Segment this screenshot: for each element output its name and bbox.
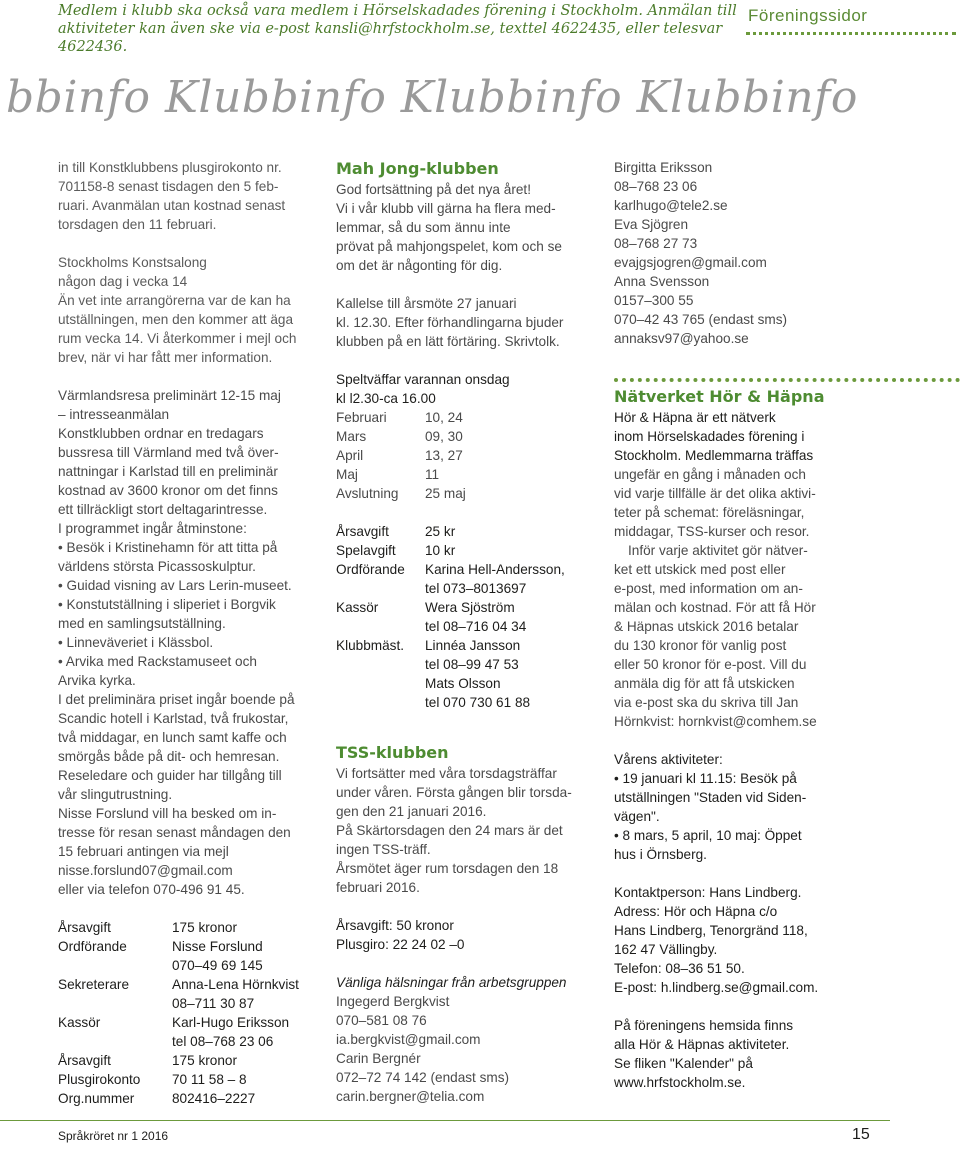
text-line: Vi fortsätter med våra torsdagsträffar — [336, 766, 557, 781]
text-line: Kontaktperson: Hans Lindberg. — [614, 885, 802, 900]
table-row: Sekreterare Anna-Lena Hörnkvist — [58, 977, 299, 992]
text-line: teter på schemat: föreläsningar, — [614, 505, 805, 520]
text-line: Inför varje aktivitet gör nätver- — [628, 543, 808, 558]
text-line: ia.bergkvist@gmail.com — [336, 1032, 481, 1047]
tss-greeting: Vänliga hälsningar från arbetsgruppen — [336, 975, 567, 990]
text-line: Carin Bergnér — [336, 1051, 421, 1066]
text-line: februari 2016. — [336, 880, 420, 895]
table-row: Avslutning 25 maj — [336, 486, 466, 501]
spring-activities-heading: Vårens aktiviteter: — [614, 752, 723, 767]
table-row: Årsavgift 175 kronor — [58, 920, 237, 935]
text-line: E-post: h.lindberg.se@gmail.com. — [614, 980, 819, 995]
table-row: Klubbmäst. Linnéa Jansson — [336, 638, 521, 653]
konst-fee-table — [58, 918, 320, 1108]
table-row: tel 08–99 47 53 — [425, 657, 519, 672]
text-line: • Guidad visning av Lars Lerin-museet. — [58, 578, 292, 593]
text-line: vid varje tillfälle är det olika aktivi- — [614, 486, 816, 501]
text-line: Hörnkvist: hornkvist@comhem.se — [614, 714, 817, 729]
text-line: Anna Svensson — [614, 274, 710, 289]
text-line: 070–42 43 765 (endast sms) — [614, 312, 788, 327]
text-line: 162 47 Vällingby. — [614, 942, 718, 957]
text-line: ingen TSS-träff. — [336, 842, 431, 857]
hor-hapna-web — [614, 1016, 860, 1092]
text-line: – intresseanmälan — [58, 407, 170, 422]
text-line: ett tillräckligt stort deltagarintresse. — [58, 502, 268, 517]
text-line: gen den 21 januari 2016. — [336, 804, 487, 819]
column-contacts-continued — [614, 158, 864, 348]
page-number: 15 — [852, 1126, 870, 1143]
text-line: torsdagen den 11 februari. — [58, 217, 217, 232]
page-banner: bbinfo Klubbinfo Klubbinfo Klubbinfo — [6, 72, 858, 123]
text-line: rum vecka 14. Vi återkommer i mejl och — [58, 331, 297, 346]
table-row: April 13, 27 — [336, 448, 463, 463]
text-line: & Häpnas utskick 2016 betalar — [614, 619, 799, 634]
text-line: någon dag i vecka 14 — [58, 274, 188, 289]
section-dotted-rule — [746, 32, 956, 39]
footer-issue: Språkröret nr 1 2016 — [58, 1129, 169, 1143]
text-line: Årsavgift: 50 kronor — [336, 918, 454, 933]
text-line: • Linneväveriet i Klässbol. — [58, 635, 214, 650]
column-konstklubben — [58, 158, 320, 1108]
kallelse-arsmote — [336, 294, 598, 351]
text-line: om det är någonting för dig. — [336, 258, 503, 273]
text-line: tresse för resan senast måndagen den — [58, 825, 291, 840]
text-line: • Besök i Kristinehamn för att titta på — [58, 540, 278, 555]
text-line: eller via telefon 070-496 91 45. — [58, 882, 245, 897]
text-line: Eva Sjögren — [614, 217, 689, 232]
table-row: tel 08–716 04 34 — [425, 619, 527, 634]
text-line: evajgsjogren@gmail.com — [614, 255, 767, 270]
text-line: två middagar, en lunch samt kaffe och — [58, 730, 287, 745]
text-line: Arvika kyrka. — [58, 673, 136, 688]
text-line: På Skärtorsdagen den 24 mars är det — [336, 823, 563, 838]
text-line: e-post, med information om an- — [614, 581, 803, 596]
text-line: Än vet inte arrangörerna var de kan ha — [58, 293, 291, 308]
spring-activities — [614, 769, 860, 864]
text-line: Scandic hotell i Karlstad, två frukostar, — [58, 711, 289, 726]
text-line: vår slingutrustning. — [58, 787, 173, 802]
text-line: Adress: Hör och Häpna c/o — [614, 904, 778, 919]
text-line: Stockholm. Medlemmarna träffas — [614, 448, 814, 463]
table-row: Mars 09, 30 — [336, 429, 463, 444]
text-line: kl l2.30-ca 16.00 — [336, 391, 436, 406]
text-line: utställningen, men den kommer att äga — [58, 312, 294, 327]
text-line: utställningen "Staden vid Siden- — [614, 790, 807, 805]
text-line: karlhugo@tele2.se — [614, 198, 728, 213]
text-line: via e-post ska du skriva till Jan — [614, 695, 799, 710]
text-line: Värmlandsresa preliminärt 12-15 maj — [58, 388, 281, 403]
hor-hapna-anmalan — [614, 541, 860, 731]
text-line: 0157–300 55 — [614, 293, 694, 308]
text-line: • Konstutställning i sliperiet i Borgvik — [58, 597, 276, 612]
text-line: I programmet ingår åtminstone: — [58, 521, 247, 536]
mahjong-intro — [336, 180, 598, 275]
tss-intro — [336, 764, 598, 897]
text-line: hus i Örnsberg. — [614, 847, 707, 862]
text-line: Konstklubben ordnar en tredagars — [58, 426, 264, 441]
text-line: brev, när vi har fått mer information. — [58, 350, 273, 365]
table-row: tel 070 730 61 88 — [425, 695, 531, 710]
table-row: Februari 10, 24 — [336, 410, 463, 425]
text-line: 08–768 23 06 — [614, 179, 698, 194]
table-row: tel 073–8013697 — [425, 581, 527, 596]
mahjong-fee-table — [336, 522, 598, 712]
text-line: 072–72 74 142 (endast sms) — [336, 1070, 510, 1085]
text-line: lemmar, så du som ännu inte — [336, 220, 511, 235]
text-line: Se fliken "Kalender" på — [614, 1056, 753, 1071]
table-row: Ordförande Karina Hell-Andersson, — [336, 562, 565, 577]
header-note: Medlem i klubb ska också vara medlem i Hörselskadades förening i Stockholm. Anmälan till aktiviteter kan även ske via e-post kansli@hrfstockholm.se, texttel 4622435, eller telesvar 4622436. — [58, 3, 737, 55]
konstsalong-section — [58, 253, 320, 367]
text-line: www.hrfstockholm.se. — [614, 1075, 746, 1090]
text-line: • Arvika med Rackstamuseet och — [58, 654, 257, 669]
table-row: Org.nummer 802416–2227 — [58, 1091, 256, 1106]
text-line: 701158-8 senast tisdagen den 5 feb- — [58, 179, 279, 194]
text-line: du 130 kronor för vanlig post — [614, 638, 787, 653]
text-line: smörgås både på dit- och hemresan. — [58, 749, 280, 764]
text-line: bussresa till Värmland med två över- — [58, 445, 279, 460]
text-line: nattningar i Karlstad till en preliminär — [58, 464, 278, 479]
text-line: kostnad av 3600 kronor om det finns — [58, 483, 278, 498]
hor-hapna-contact — [614, 883, 860, 997]
text-line: • 8 mars, 5 april, 10 maj: Öppet — [614, 828, 802, 843]
table-row: Plusgirokonto 70 11 58 – 8 — [58, 1072, 247, 1087]
footer-rule — [0, 1120, 890, 1121]
text-line: under våren. Första gången blir torsda- — [336, 785, 572, 800]
tss-fees — [336, 916, 598, 954]
text-line: med en samlingsutställning. — [58, 616, 226, 631]
text-line: in till Konstklubbens plusgirokonto nr. — [58, 160, 282, 175]
varmlandsresa-section — [58, 386, 320, 899]
text-line: vägen". — [614, 809, 660, 824]
text-line: Nisse Forslund vill ha besked om in- — [58, 806, 277, 821]
table-row: Årsavgift 175 kronor — [58, 1053, 237, 1068]
text-line: ruari. Avanmälan utan kostnad senast — [58, 198, 286, 213]
text-line: ket ett utskick med post eller — [614, 562, 786, 577]
table-row: Kassör Wera Sjöström — [336, 600, 515, 615]
text-line: Telefon: 08–36 51 50. — [614, 961, 745, 976]
speltraffar-schedule — [336, 408, 598, 503]
section-label: Föreningssidor — [748, 6, 868, 25]
column-mahjong-tss — [336, 158, 598, 1106]
text-line: annaksv97@yahoo.se — [614, 331, 749, 346]
text-line: Hör & Häpna är ett nätverk — [614, 410, 776, 425]
text-line: Birgitta Eriksson — [614, 160, 713, 175]
text-line: 15 februari antingen via mejl — [58, 844, 229, 859]
hor-hapna-heading: Nätverket Hör & Häpna — [614, 387, 825, 406]
konst-intro — [58, 158, 320, 234]
table-row: 070–49 69 145 — [172, 958, 263, 973]
text-line: carin.bergner@telia.com — [336, 1089, 485, 1104]
text-line: Reseledare och guider har tillgång till — [58, 768, 282, 783]
text-line: Ingegerd Bergkvist — [336, 994, 450, 1009]
text-line: anmäla dig för att få utskicken — [614, 676, 795, 691]
text-line: På föreningens hemsida finns — [614, 1018, 794, 1033]
text-line: 070–581 08 76 — [336, 1013, 427, 1028]
text-line: klubben på en lätt förtäring. Skrivtolk. — [336, 334, 560, 349]
table-row: Årsavgift 25 kr — [336, 524, 456, 539]
text-line: Årsmötet äger rum torsdagen den 18 — [336, 861, 559, 876]
table-row: tel 08–768 23 06 — [172, 1034, 274, 1049]
text-line: middagar, TSS-kurser och resor. — [614, 524, 810, 539]
table-row: Kassör Karl-Hugo Eriksson — [58, 1015, 290, 1030]
text-line: inom Hörselskadades förening i — [614, 429, 805, 444]
text-line: God fortsättning på det nya året! — [336, 182, 531, 197]
hor-hapna-intro — [614, 408, 860, 541]
text-line: kl. 12.30. Efter förhandlingarna bjuder — [336, 315, 564, 330]
text-line: Kallelse till årsmöte 27 januari — [336, 296, 517, 311]
table-row: 08–711 30 87 — [172, 996, 255, 1011]
table-row: Maj 11 — [336, 467, 440, 482]
text-line: Plusgiro: 22 24 02 –0 — [336, 937, 465, 952]
column-hor-hapna — [614, 386, 860, 1092]
tss-contacts — [336, 992, 598, 1106]
text-line: I det preliminära priset ingår boende på — [58, 692, 295, 707]
text-line: Vi i vår klubb vill gärna ha flera med- — [336, 201, 556, 216]
text-line: Hans Lindberg, Tenorgränd 118, — [614, 923, 808, 938]
text-line: prövat på mahjongspelet, kom och se — [336, 239, 562, 254]
text-line: • 19 januari kl 11.15: Besök på — [614, 771, 797, 786]
text-line: 08–768 27 73 — [614, 236, 698, 251]
text-line: nisse.forslund07@gmail.com — [58, 863, 233, 878]
text-line: alla Hör & Häpnas aktiviteter. — [614, 1037, 790, 1052]
tss-heading: TSS-klubben — [336, 743, 449, 762]
speltraffar — [336, 370, 598, 408]
mahjong-heading: Mah Jong-klubben — [336, 159, 499, 178]
text-line: världens största Picassoskulptur. — [58, 559, 256, 574]
text-line: mälan och kostnad. För att få Hör — [614, 600, 816, 615]
text-line: ungefär en gång i månaden och — [614, 467, 806, 482]
table-row: Mats Olsson — [425, 676, 501, 691]
text-line: eller 50 kronor för e-post. Vill du — [614, 657, 807, 672]
text-line: Stockholms Konstsalong — [58, 255, 207, 270]
table-row: Ordförande Nisse Forslund — [58, 939, 263, 954]
text-line: Speltväffar varannan onsdag — [336, 372, 510, 387]
table-row: Spelavgift 10 kr — [336, 543, 456, 558]
